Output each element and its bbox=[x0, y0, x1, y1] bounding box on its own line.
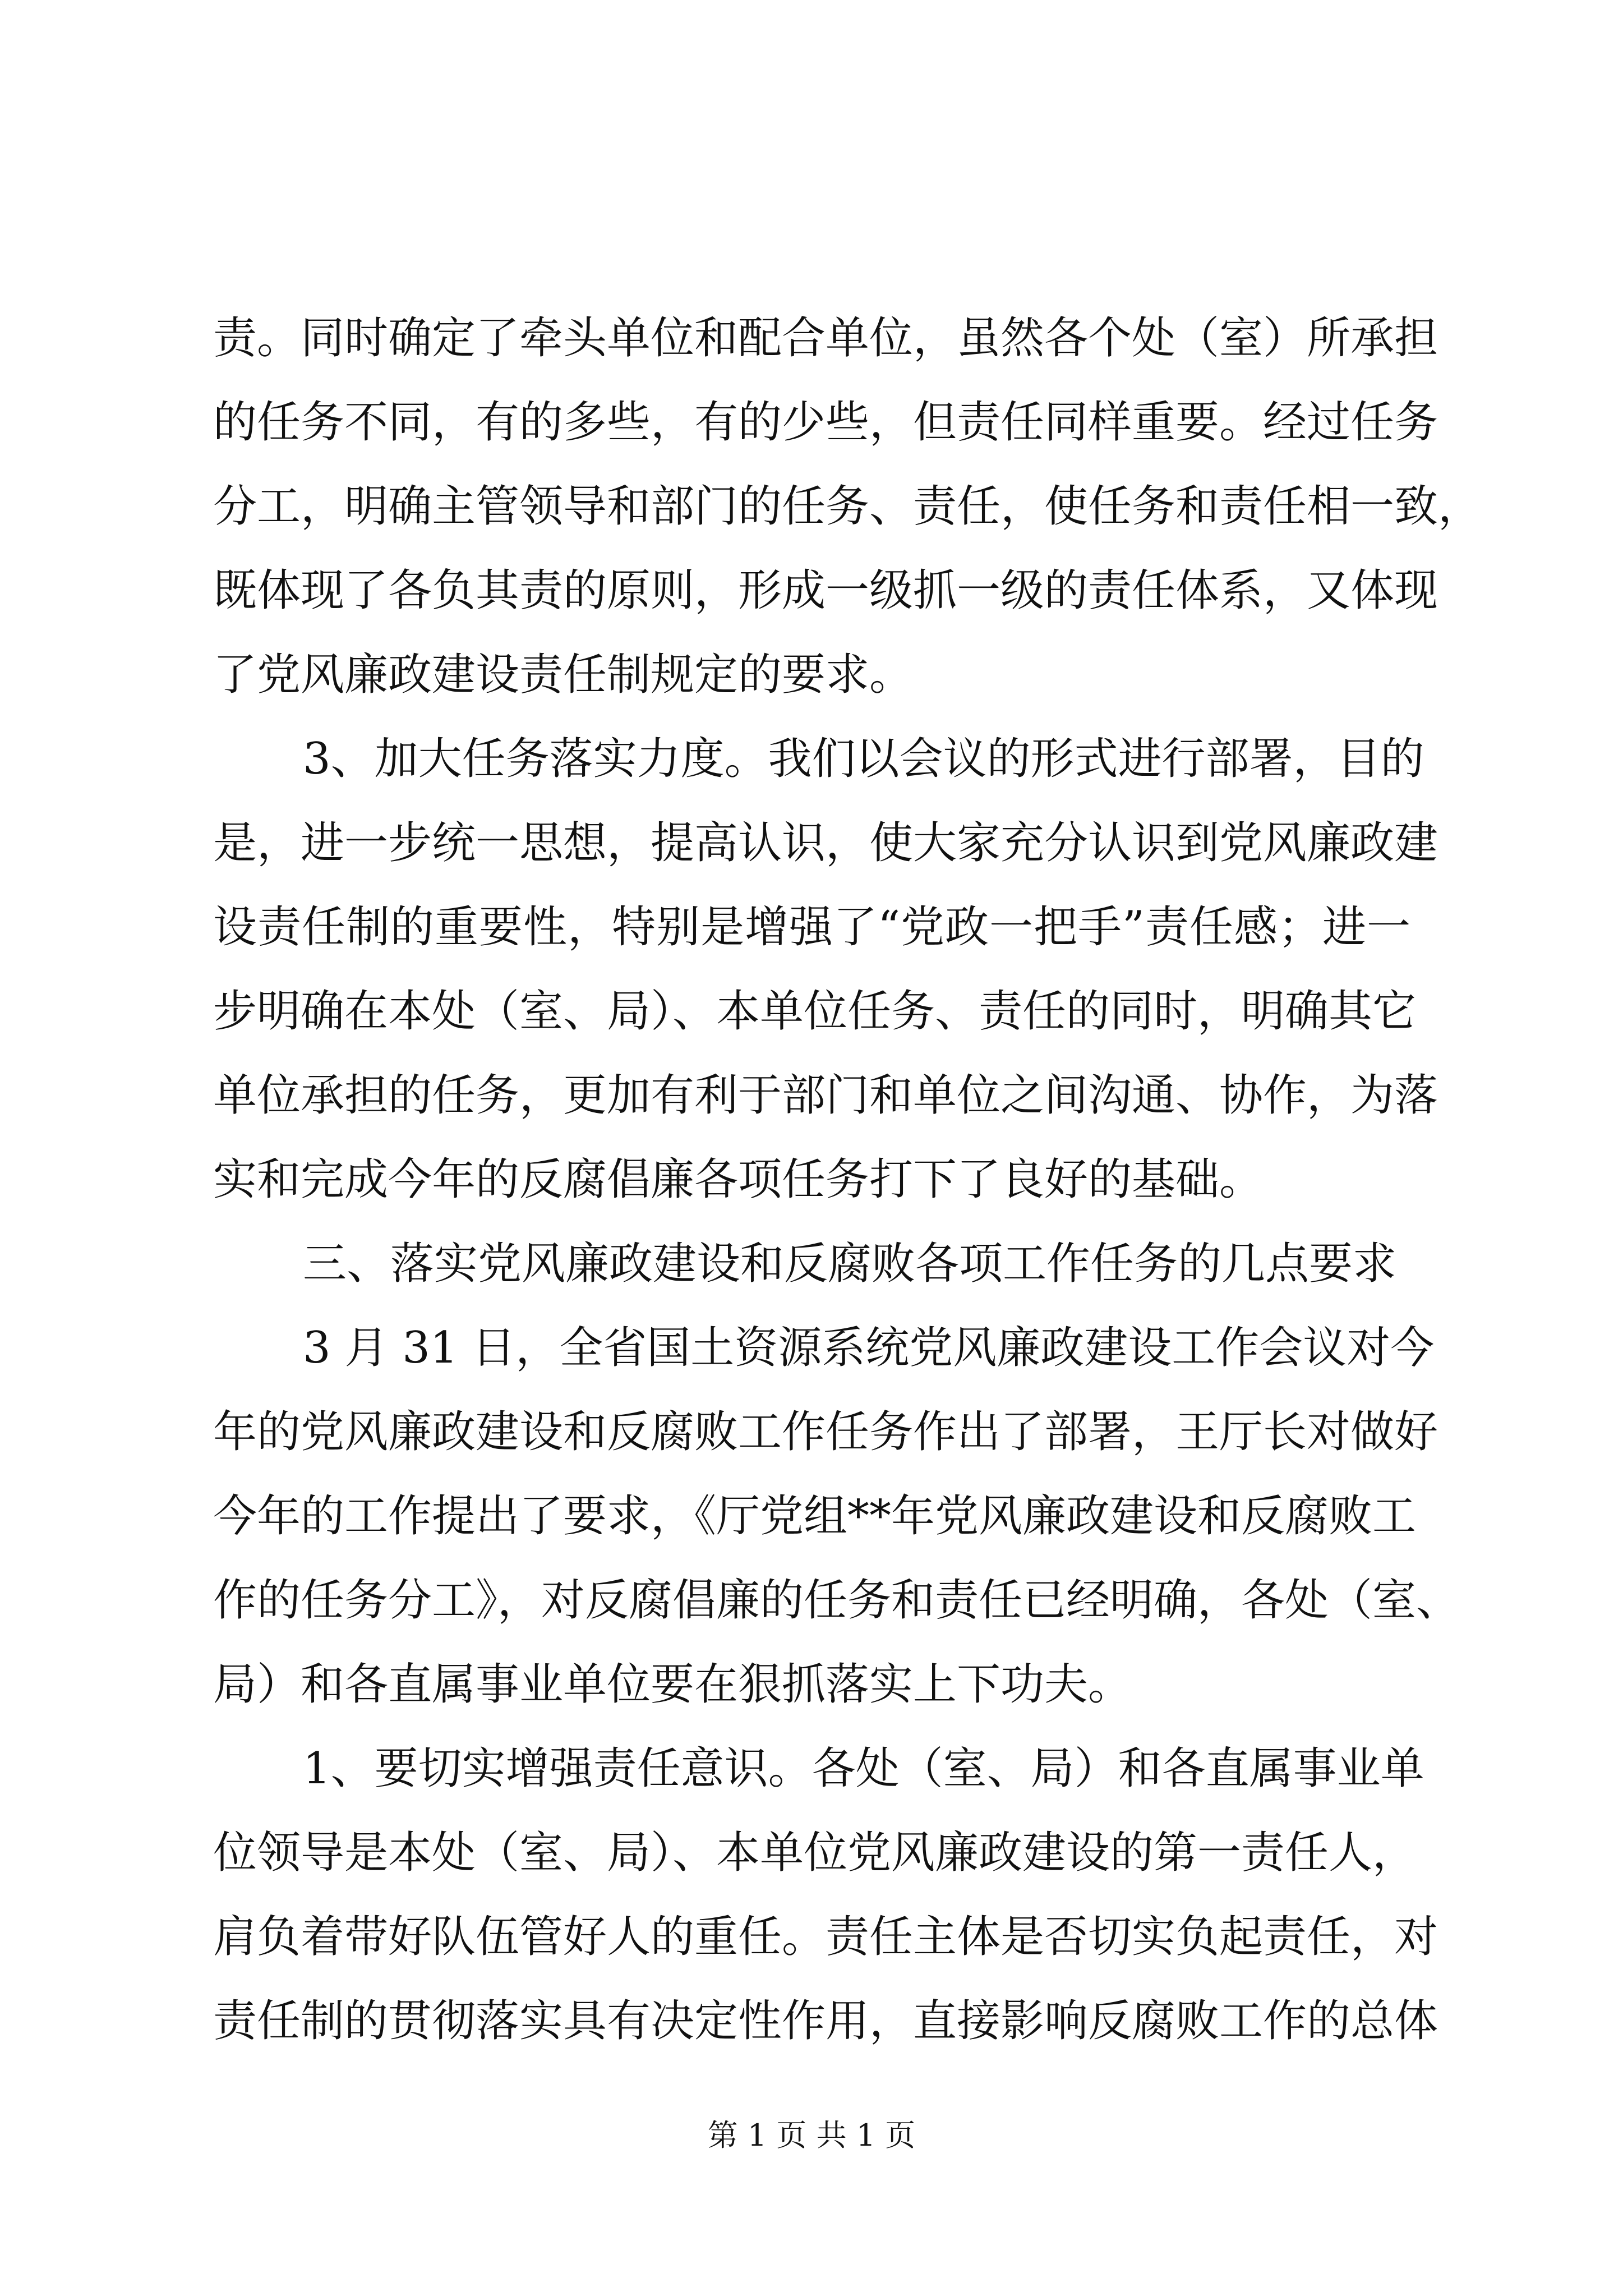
line-text: 今年的工作提出了要求，《厅党组**年党风廉政建设和反腐败工 bbox=[213, 1491, 1417, 1542]
body-text-line bbox=[0, 549, 1623, 633]
line-text: 实和完成今年的反腐倡廉各项任务打下了良好的基础。 bbox=[213, 1154, 1264, 1205]
line-text: 作的任务分工》，对反腐倡廉的任务和责任已经明确，各处（室、 bbox=[213, 1575, 1460, 1626]
line-text: 步明确在本处（室、局）、本单位任务、责任的同时，明确其它 bbox=[213, 986, 1417, 1037]
page-footer: 第 1 页 共 1 页 bbox=[707, 2118, 916, 2153]
body-text-line bbox=[0, 801, 1623, 885]
body-text-line bbox=[0, 464, 1623, 549]
line-text: 的任务不同，有的多些，有的少些，但责任同样重要。经过任务 bbox=[213, 397, 1438, 448]
line-text: 既体现了各负其责的原则，形成一级抓一级的责任体系，又体现 bbox=[213, 565, 1438, 616]
line-text: 1、要切实增强责任意识。各处（室、局）和各直属事业单 bbox=[303, 1743, 1424, 1794]
line-text: 3 月 31 日，全省国土资源系统党风廉政建设工作会议对今 bbox=[303, 1323, 1435, 1373]
line-text: 分工，明确主管领导和部门的任务、责任，使任务和责任相一致， bbox=[213, 481, 1482, 532]
line-text: 责。同时确定了牵头单位和配合单位，虽然各个处（室）所承担 bbox=[213, 313, 1438, 364]
line-text: 了党风廉政建设责任制规定的要求。 bbox=[213, 650, 914, 700]
body-text-line bbox=[0, 1979, 1623, 2063]
line-text: 年的党风廉政建设和反腐败工作任务作出了部署，王厅长对做好 bbox=[213, 1407, 1438, 1457]
paragraph-first-line bbox=[0, 1306, 1623, 1390]
line-text: 设责任制的重要性，特别是增强了“党政一把手”责任感；进一 bbox=[213, 902, 1410, 953]
line-text: 3、加大任务落实力度。我们以会议的形式进行部署，目的 bbox=[303, 734, 1424, 784]
line-text: 单位承担的任务，更加有利于部门和单位之间沟通、协作，为落 bbox=[213, 1070, 1438, 1121]
line-text: 责任制的贯彻落实具有决定性作用，直接影响反腐败工作的总体 bbox=[213, 1996, 1438, 2046]
body-text-line bbox=[0, 885, 1623, 969]
section-heading bbox=[0, 1222, 1623, 1306]
body-text-line bbox=[0, 296, 1623, 380]
body-text-line bbox=[0, 1138, 1623, 1222]
body-text-line bbox=[0, 1053, 1623, 1138]
body-text-line bbox=[0, 1474, 1623, 1558]
body-text-line bbox=[0, 969, 1623, 1053]
line-text: 是，进一步统一思想，提高认识，使大家充分认识到党风廉政建 bbox=[213, 818, 1438, 868]
body-text-line bbox=[0, 1811, 1623, 1895]
line-text: 肩负着带好队伍管好人的重任。责任主体是否切实负起责任，对 bbox=[213, 1912, 1438, 1962]
body-text-line bbox=[0, 1558, 1623, 1642]
body-text-line bbox=[0, 1390, 1623, 1474]
heading-text: 三、落实党风廉政建设和反腐败各项工作任务的几点要求 bbox=[303, 1239, 1397, 1289]
paragraph-first-line bbox=[0, 1727, 1623, 1811]
line-text: 局）和各直属事业单位要在狠抓落实上下功夫。 bbox=[213, 1659, 1132, 1710]
body-text-line bbox=[0, 1642, 1623, 1727]
body-text-line bbox=[0, 380, 1623, 464]
paragraph-first-line bbox=[0, 717, 1623, 801]
body-text-line bbox=[0, 633, 1623, 717]
line-text: 位领导是本处（室、局）、本单位党风廉政建设的第一责任人， bbox=[213, 1828, 1417, 1878]
body-text-line bbox=[0, 1895, 1623, 1979]
